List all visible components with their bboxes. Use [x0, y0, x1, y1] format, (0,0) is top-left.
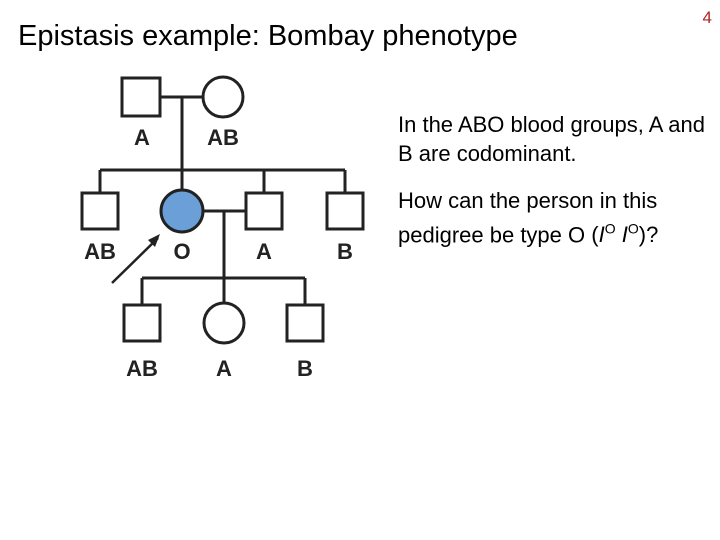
- gen3-male-1: [124, 305, 160, 341]
- label-mother: AB: [207, 125, 239, 150]
- label-father: A: [134, 125, 150, 150]
- proband-symbol: [161, 190, 203, 232]
- gen3-male-3: [287, 305, 323, 341]
- slide-title: Epistasis example: Bombay phenotype: [18, 20, 518, 52]
- label-proband: O: [173, 239, 191, 264]
- pedigree-diagram: [0, 70, 400, 390]
- gen3-female-2: [204, 303, 244, 343]
- label-gen2-1: AB: [84, 239, 116, 264]
- paragraph-codominance: In the ABO blood groups, A and B are codominant.: [398, 112, 706, 166]
- gen2-male-3: [246, 193, 282, 229]
- explanation-text: [398, 110, 716, 267]
- genotype-notation: ($I^O$ $I^O$)?: [591, 221, 659, 248]
- gen2-male-1: [82, 193, 118, 229]
- mother-symbol: [203, 77, 243, 117]
- label-gen2-4: B: [337, 239, 353, 264]
- gen2-male-4: [327, 193, 363, 229]
- slide-number: 4: [702, 8, 712, 27]
- father-symbol: [122, 78, 160, 116]
- question-text: How can the person in this pedigree be type O: [398, 188, 658, 248]
- label-gen3-1: AB: [126, 356, 158, 381]
- label-gen3-3: B: [297, 356, 313, 381]
- label-gen2-3: A: [256, 239, 272, 264]
- paragraph-question: [398, 186, 716, 249]
- label-gen3-2: A: [216, 356, 232, 381]
